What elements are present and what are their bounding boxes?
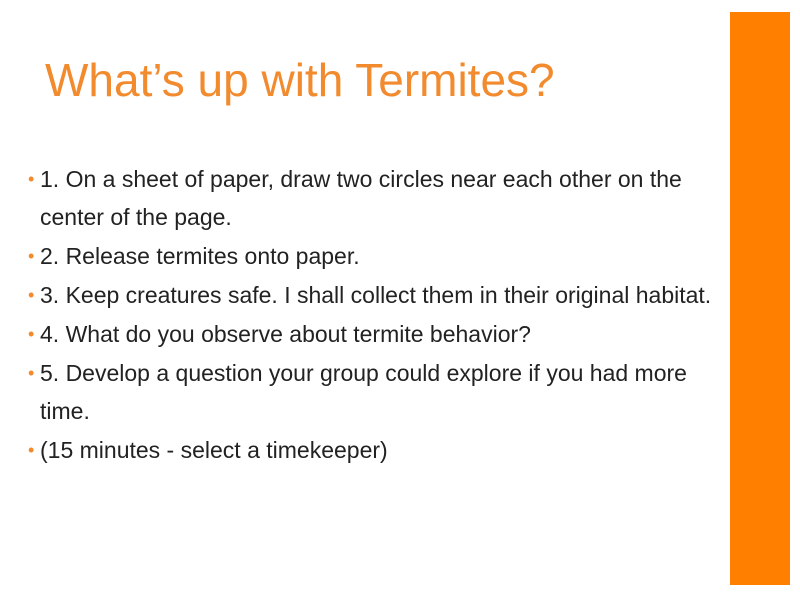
bullet-text: 5. Develop a question your group could explore if you had more time. bbox=[40, 360, 687, 424]
bullet-marker: • bbox=[28, 440, 35, 460]
bullet-item-1 bbox=[28, 160, 718, 236]
bullet-marker: • bbox=[28, 285, 35, 305]
bullet-item-3 bbox=[28, 276, 718, 314]
bullet-text: 3. Keep creatures safe. I shall collect them in their original habitat. bbox=[40, 282, 712, 308]
accent-bar bbox=[730, 12, 790, 585]
bullet-item-6 bbox=[28, 431, 718, 469]
bullet-list bbox=[28, 160, 718, 470]
bullet-item-5 bbox=[28, 354, 718, 430]
bullet-text: (15 minutes - select a timekeeper) bbox=[40, 437, 388, 463]
bullet-item-2 bbox=[28, 237, 718, 275]
bullet-marker: • bbox=[28, 169, 35, 189]
bullet-item-4 bbox=[28, 315, 718, 353]
bullet-text: 2. Release termites onto paper. bbox=[40, 243, 360, 269]
bullet-text: 1. On a sheet of paper, draw two circles near each other on the center of the page. bbox=[40, 166, 682, 230]
slide-title: What’s up with Termites? bbox=[45, 54, 555, 106]
bullet-marker: • bbox=[28, 363, 35, 383]
bullet-text: 4. What do you observe about termite behavior? bbox=[40, 321, 531, 347]
bullet-marker: • bbox=[28, 324, 35, 344]
bullet-marker: • bbox=[28, 246, 35, 266]
